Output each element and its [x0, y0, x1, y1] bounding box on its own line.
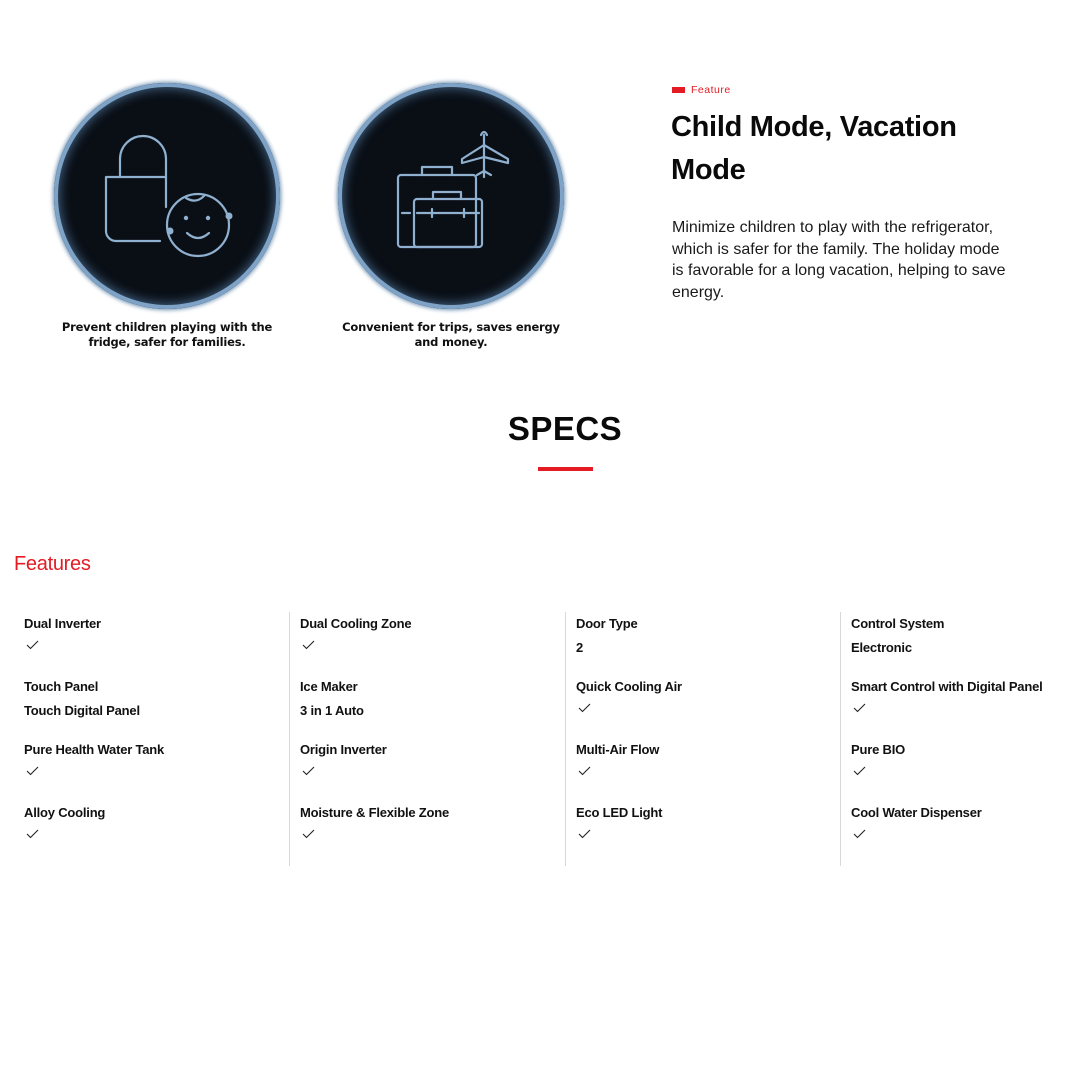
spec-label: Eco LED Light [576, 805, 663, 820]
feature-tag [672, 84, 731, 96]
badge-caption: Convenient for trips, saves energy and money. [342, 320, 560, 349]
specs-title: SPECS [507, 410, 623, 447]
spec-label: Touch Panel [24, 679, 99, 694]
spec-item [300, 612, 560, 675]
spec-item [851, 612, 1080, 675]
spec-label: Dual Inverter [24, 616, 101, 631]
checkmark-icon [26, 829, 39, 839]
spec-value: Electronic [851, 640, 912, 655]
spec-value: 2 [576, 640, 584, 655]
spec-item [24, 801, 284, 864]
spec-item [576, 738, 836, 801]
checkmark-icon [302, 766, 315, 776]
specs-title-underline [538, 467, 593, 471]
spec-item [24, 612, 284, 675]
spec-column [289, 612, 565, 866]
checkmark-icon [578, 766, 591, 776]
spec-label: Smart Control with Digital Panel [851, 679, 1043, 694]
checkmark-icon [578, 829, 591, 839]
spec-item [300, 675, 560, 738]
tag-accent-bar [672, 87, 685, 93]
feature-description: Minimize children to play with the refrigerator, which is safer for the family. The holiday mode is favorable for a long vacation, helping to save energy. [672, 219, 1006, 301]
feature-title: Child Mode, Vacation Mode [671, 111, 957, 186]
checkmark-icon [302, 829, 315, 839]
spec-label: Dual Cooling Zone [300, 616, 412, 631]
spec-column [565, 612, 841, 866]
feature-tag-label: Feature [691, 84, 731, 96]
spec-label: Moisture & Flexible Zone [300, 805, 450, 820]
spec-item [576, 675, 836, 738]
spec-item [851, 801, 1080, 864]
checkmark-icon [302, 640, 315, 650]
spec-item [851, 738, 1080, 801]
checkmark-icon [26, 766, 39, 776]
child-mode-badge [54, 83, 280, 309]
spec-label: Multi-Air Flow [576, 742, 660, 757]
spec-item [576, 612, 836, 675]
spec-label: Cool Water Dispenser [851, 805, 982, 820]
spec-label: Ice Maker [300, 679, 358, 694]
checkmark-icon [853, 829, 866, 839]
spec-label: Door Type [576, 616, 638, 631]
spec-label: Alloy Cooling [24, 805, 106, 820]
spec-label: Control System [851, 616, 945, 631]
luggage-airplane-icon [338, 83, 564, 309]
specs-grid [14, 612, 1080, 866]
feature-section [0, 0, 1080, 380]
child-lock-icon [54, 83, 280, 309]
checkmark-icon [578, 703, 591, 713]
spec-item [300, 738, 560, 801]
checkmark-icon [853, 703, 866, 713]
spec-item [24, 738, 284, 801]
spec-item [24, 675, 284, 738]
spec-item [851, 675, 1080, 738]
spec-label: Pure Health Water Tank [24, 742, 165, 757]
spec-label: Quick Cooling Air [576, 679, 682, 694]
vacation-mode-badge [338, 83, 564, 309]
spec-value: 3 in 1 Auto [300, 703, 364, 718]
spec-value: Touch Digital Panel [24, 703, 140, 718]
spec-item [300, 801, 560, 864]
checkmark-icon [26, 640, 39, 650]
features-heading: Features [14, 553, 91, 575]
spec-label: Origin Inverter [300, 742, 387, 757]
spec-column [14, 612, 289, 866]
badge-caption: Prevent children playing with the fridge, safer for families. [61, 320, 273, 349]
checkmark-icon [853, 766, 866, 776]
spec-item [576, 801, 836, 864]
spec-column [840, 612, 1080, 866]
spec-label: Pure BIO [851, 742, 906, 757]
